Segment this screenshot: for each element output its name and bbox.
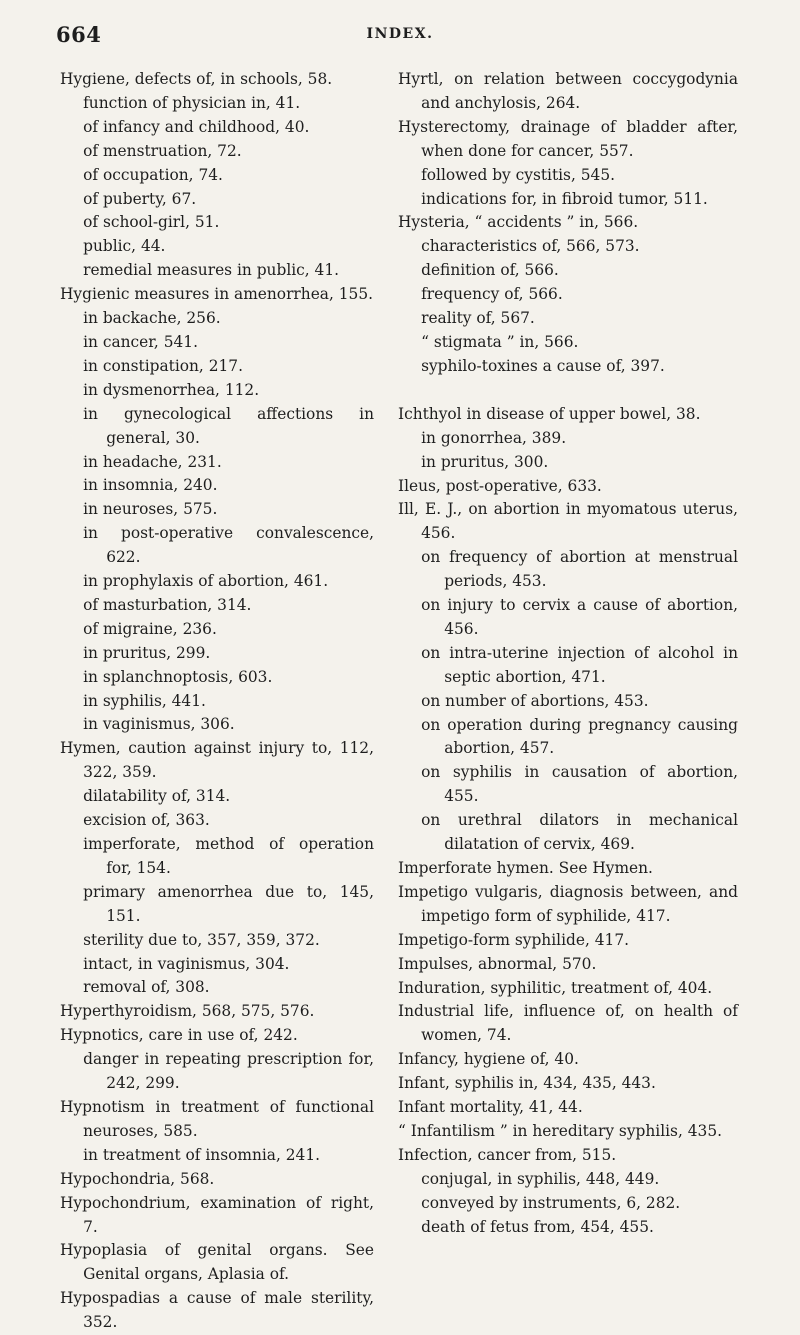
running-title: INDEX.: [366, 26, 434, 42]
index-subentry: primary amenorrhea due to, 145, 151.: [83, 882, 374, 925]
index-subentry: sterility due to, 357, 359, 372.: [83, 930, 320, 949]
index-entry: Hyrtl, on relation between coccygodynia and anchylosis, 264.: [398, 70, 738, 112]
index-subentry: in gynecological affections in general, 30.: [83, 404, 374, 447]
index-entry: Hypochondria, 568.: [60, 1169, 215, 1188]
index-subentry: of migraine, 236.: [83, 619, 217, 638]
index-subentry: death of fetus from, 454, 455.: [421, 1217, 654, 1236]
index-subentry: on operation during pregnancy causing abortion, 457.: [421, 715, 738, 758]
index-subentry: function of physician in, 41.: [83, 93, 301, 112]
index-subentry: of occupation, 74.: [83, 165, 223, 184]
page-header: [56, 22, 744, 48]
index-entry: Hypnotics, care in use of, 242.: [60, 1026, 298, 1045]
index-subentry: dilatability of, 314.: [83, 787, 231, 806]
index-entry: Hypnotism in treatment of functional neuroses, 585.: [60, 1097, 374, 1140]
index-subentry: in constipation, 217.: [83, 356, 243, 375]
index-subentry: intact, in vaginismus, 304.: [83, 954, 290, 973]
index-subentry: remedial measures in public, 41.: [83, 261, 340, 280]
index-entry: Infancy, hygiene of, 40.: [398, 1050, 579, 1069]
index-subentry: reality of, 567.: [421, 309, 535, 328]
index-subentry: public, 44.: [83, 237, 166, 256]
index-subentry: in backache, 256.: [83, 309, 221, 328]
index-subentry: removal of, 308.: [83, 978, 210, 997]
index-subentry: syphilo-toxines a cause of, 397.: [421, 356, 665, 375]
index-entry: Hyperthyroidism, 568, 575, 576.: [60, 1002, 315, 1021]
index-entry: Hypochondrium, examination of right, 7.: [60, 1193, 374, 1236]
index-subentry: in neuroses, 575.: [83, 500, 218, 519]
index-entry: Impetigo vulgaris, diagnosis between, and impetigo form of syphilide, 417.: [398, 882, 738, 925]
index-subentry: in headache, 231.: [83, 452, 222, 471]
index-subentry: of masturbation, 314.: [83, 595, 252, 614]
index-subentry: followed by cystitis, 545.: [421, 165, 616, 184]
index-subentry: on injury to cervix a cause of abortion, 456.: [421, 596, 738, 638]
index-entry: Infant mortality, 41, 44.: [398, 1098, 583, 1117]
index-subentry: of puberty, 67.: [83, 189, 197, 208]
index-entry: Impetigo-form syphilide, 417.: [398, 930, 630, 949]
index-subentry: conveyed by instruments, 6, 282.: [421, 1193, 681, 1212]
index-subentry: in pruritus, 299.: [83, 643, 211, 662]
index-subentry: imperforate, method of operation for, 154.: [83, 835, 374, 877]
index-entry: Hymen, caution against injury to, 112, 322, 359.: [60, 739, 374, 782]
index-subentry: indications for, in fibroid tumor, 511.: [421, 189, 708, 208]
page-number: 664: [56, 22, 102, 47]
index-subentry: in prophylaxis of abortion, 461.: [83, 572, 329, 591]
index-subentry: “ stigmata ” in, 566.: [421, 332, 579, 351]
index-entry: Hysteria, “ accidents ” in, 566.: [398, 213, 639, 232]
index-subentry: in pruritus, 300.: [421, 452, 549, 471]
index-subentry: of infancy and childhood, 40.: [83, 117, 310, 136]
index-subentry: definition of, 566.: [421, 261, 559, 280]
index-subentry: of menstruation, 72.: [83, 141, 242, 160]
index-subentry: on intra-uterine injection of alcohol in septic abortion, 471.: [421, 643, 738, 686]
index-entry: “ Infantilism ” in hereditary syphilis, 435.: [398, 1121, 722, 1140]
index-subentry: on number of abortions, 453.: [421, 691, 649, 710]
index-subentry: frequency of, 566.: [421, 285, 563, 304]
index-subentry: in post-operative convalescence, 622.: [83, 524, 374, 567]
section-gap: [398, 379, 738, 403]
index-entry: Infant, syphilis in, 434, 435, 443.: [398, 1074, 656, 1093]
index-subentry: on urethral dilators in mechanical dilatation of cervix, 469.: [421, 811, 738, 854]
right-index-column: [398, 68, 738, 1240]
index-entry: Hypospadias a cause of male sterility, 352.: [60, 1289, 374, 1332]
index-subentry: on frequency of abortion at menstrual periods, 453.: [421, 548, 738, 591]
index-subentry: of school-girl, 51.: [83, 213, 220, 232]
index-subentry: in dysmenorrhea, 112.: [83, 380, 260, 399]
index-entry: Hypoplasia of genital organs. See Genital organs, Aplasia of.: [60, 1241, 374, 1284]
left-index-column: [60, 68, 374, 1335]
index-subentry: in syphilis, 441.: [83, 691, 206, 710]
index-subentry: in splanchnoptosis, 603.: [83, 667, 273, 686]
index-subentry: in insomnia, 240.: [83, 476, 218, 495]
index-subentry: on syphilis in causation of abortion, 455.: [421, 763, 738, 806]
index-subentry: in cancer, 541.: [83, 332, 198, 351]
index-entry: Industrial life, influence of, on health of women, 74.: [398, 1002, 738, 1045]
index-entry: Ill, E. J., on abortion in myomatous uterus, 456.: [398, 500, 738, 543]
index-entry: Ichthyol in disease of upper bowel, 38.: [398, 404, 701, 423]
index-entry: Induration, syphilitic, treatment of, 404.: [398, 978, 713, 997]
index-entry: Imperforate hymen. See Hymen.: [398, 859, 653, 877]
index-entry: Ileus, post-operative, 633.: [398, 476, 602, 495]
index-subentry: in treatment of insomnia, 241.: [83, 1145, 321, 1164]
index-entry: Infection, cancer from, 515.: [398, 1145, 617, 1164]
index-entry: Hysterectomy, drainage of bladder after, when done for cancer, 557.: [398, 117, 738, 160]
index-entry: Hygienic measures in amenorrhea, 155.: [60, 285, 374, 304]
index-entry: Hygiene, defects of, in schools, 58.: [60, 70, 333, 88]
index-subentry: in gonorrhea, 389.: [421, 428, 567, 447]
index-subentry: danger in repeating prescription for, 242, 299.: [83, 1050, 374, 1093]
index-subentry: in vaginismus, 306.: [83, 715, 235, 734]
index-entry: Impulses, abnormal, 570.: [398, 954, 597, 973]
index-subentry: conjugal, in syphilis, 448, 449.: [421, 1169, 660, 1188]
index-subentry: characteristics of, 566, 573.: [421, 237, 640, 256]
index-subentry: excision of, 363.: [83, 811, 210, 830]
